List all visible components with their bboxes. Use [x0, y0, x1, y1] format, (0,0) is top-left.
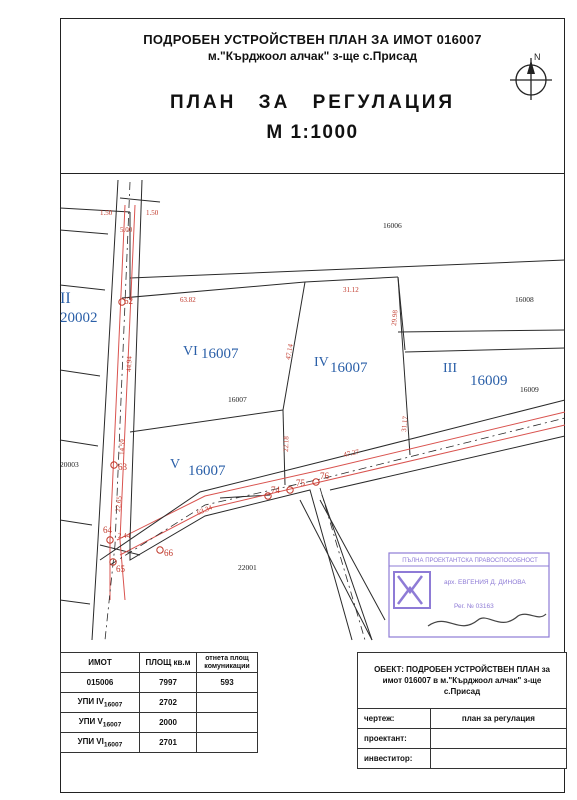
point-75: 75: [296, 478, 305, 488]
upi-v-number: 16007: [188, 463, 226, 479]
upi-vi-number: 16007: [201, 346, 239, 362]
dim-22-18: 22.18: [282, 436, 291, 453]
dim-31-17: 31.17: [400, 415, 410, 433]
designer-value: [430, 729, 566, 749]
investor-label: инвеститор:: [358, 749, 431, 769]
dim-22-65: 22.65: [114, 495, 124, 513]
parcel-20002: 20002: [60, 310, 98, 326]
area-cell-area: 2702: [140, 693, 197, 713]
parcel-22001: 22001: [238, 563, 257, 572]
dim-1-50-right: 1.50: [146, 209, 159, 217]
designer-label: проектант:: [358, 729, 431, 749]
dim-47-27: 47.27: [342, 447, 360, 459]
dim-2-44: 2.44: [118, 532, 131, 540]
area-cell-area: 2000: [140, 713, 197, 733]
dim-44-94: 44.94: [125, 356, 134, 373]
dim-47-14: 47.14: [284, 343, 295, 361]
area-cell-area: 2701: [140, 733, 197, 753]
drawing-label: чертеж:: [358, 709, 431, 729]
area-cell-parcel: УПИ $VI_{16007}$: [61, 733, 140, 753]
dim-1-50-left: 1.50: [100, 209, 113, 217]
area-cell-area: 7997: [140, 673, 197, 693]
table-row: [61, 713, 258, 733]
drawing-value: план за регулация: [430, 709, 566, 729]
table-row: [61, 733, 258, 753]
parcel-16006: 16006: [383, 221, 402, 230]
point-64: 64: [103, 525, 112, 535]
object-text: ПОДРОБЕН УСТРОЙСТВЕН ПЛАН за имот 016007 в м."Кърджоол алчак" з-ще с.Присад: [382, 665, 550, 696]
area-header-parcel: ИМОТ: [61, 653, 140, 673]
investor-value: [430, 749, 566, 769]
area-cell-taken: [197, 693, 258, 713]
area-cell-taken: [197, 713, 258, 733]
area-cell-taken: [197, 733, 258, 753]
point-76: 76: [320, 471, 329, 481]
area-header-area: ПЛОЩ кв.м: [140, 653, 197, 673]
object-cell: [358, 653, 567, 709]
parcel-16007: 16007: [228, 395, 247, 404]
plan-location-line: м."Кърджоол алчак" з-ще с.Присад: [207, 49, 418, 63]
area-cell-taken: 593: [197, 673, 258, 693]
dim-31-12: 31.12: [343, 286, 359, 294]
dim-63-82: 63.82: [180, 296, 196, 304]
plan-scale: М 1:1000: [266, 122, 359, 143]
parcel-16009: 16009: [520, 385, 539, 394]
stamp-reg: Рег. № 03163: [454, 603, 494, 610]
upi-iv-number: 16007: [330, 360, 368, 376]
dim-63-34: 63.34: [195, 503, 214, 517]
stamp-architect: арх. ЕВГЕНИЯ Д. ДИНОВА: [444, 579, 526, 586]
parcel-16008: 16008: [515, 295, 534, 304]
upi-v-roman: V: [170, 457, 181, 472]
plan-subject-line: ПОДРОБЕН УСТРОЙСТВЕН ПЛАН ЗА ИМОТ 016007: [143, 32, 482, 47]
info-table: [357, 652, 567, 769]
upi-iii-number: 16009: [470, 373, 508, 389]
point-62: 62: [124, 296, 133, 306]
upi-iii-roman: III: [443, 361, 457, 376]
parcel-20002-roman: II: [60, 290, 71, 307]
dim-5-00: 5.00: [120, 226, 133, 234]
signature: [428, 614, 546, 626]
dim-14-59: 14.59: [118, 439, 127, 456]
point-66: 66: [164, 548, 173, 558]
svg-text:N: N: [534, 52, 541, 62]
parcel-20003: 20003: [60, 460, 79, 469]
architect-stamp: [388, 552, 551, 640]
area-header-taken: отнета площ комуникации: [197, 653, 258, 673]
area-cell-parcel: УПИ $V_{16007}$: [61, 713, 140, 733]
dim-29-98: 29.98: [390, 309, 400, 327]
area-table: [60, 652, 258, 753]
area-cell-parcel: 015006: [61, 673, 140, 693]
object-label: ОБЕКТ:: [374, 665, 404, 674]
upi-vi-roman: VI: [183, 344, 198, 359]
area-cell-parcel: УПИ $IV_{16007}$: [61, 693, 140, 713]
stamp-title: ПЪЛНА ПРОЕКТАНТСКА ПРАВОСПОСОБНОСТ: [402, 558, 538, 564]
table-row: [61, 673, 258, 693]
point-74: 74: [271, 485, 280, 495]
table-row: [61, 693, 258, 713]
upi-iv-roman: IV: [314, 355, 329, 370]
point-63: 63: [118, 462, 127, 472]
plan-title: ПЛАН ЗА РЕГУЛАЦИЯ: [169, 92, 456, 113]
point-65: 65: [116, 564, 125, 574]
